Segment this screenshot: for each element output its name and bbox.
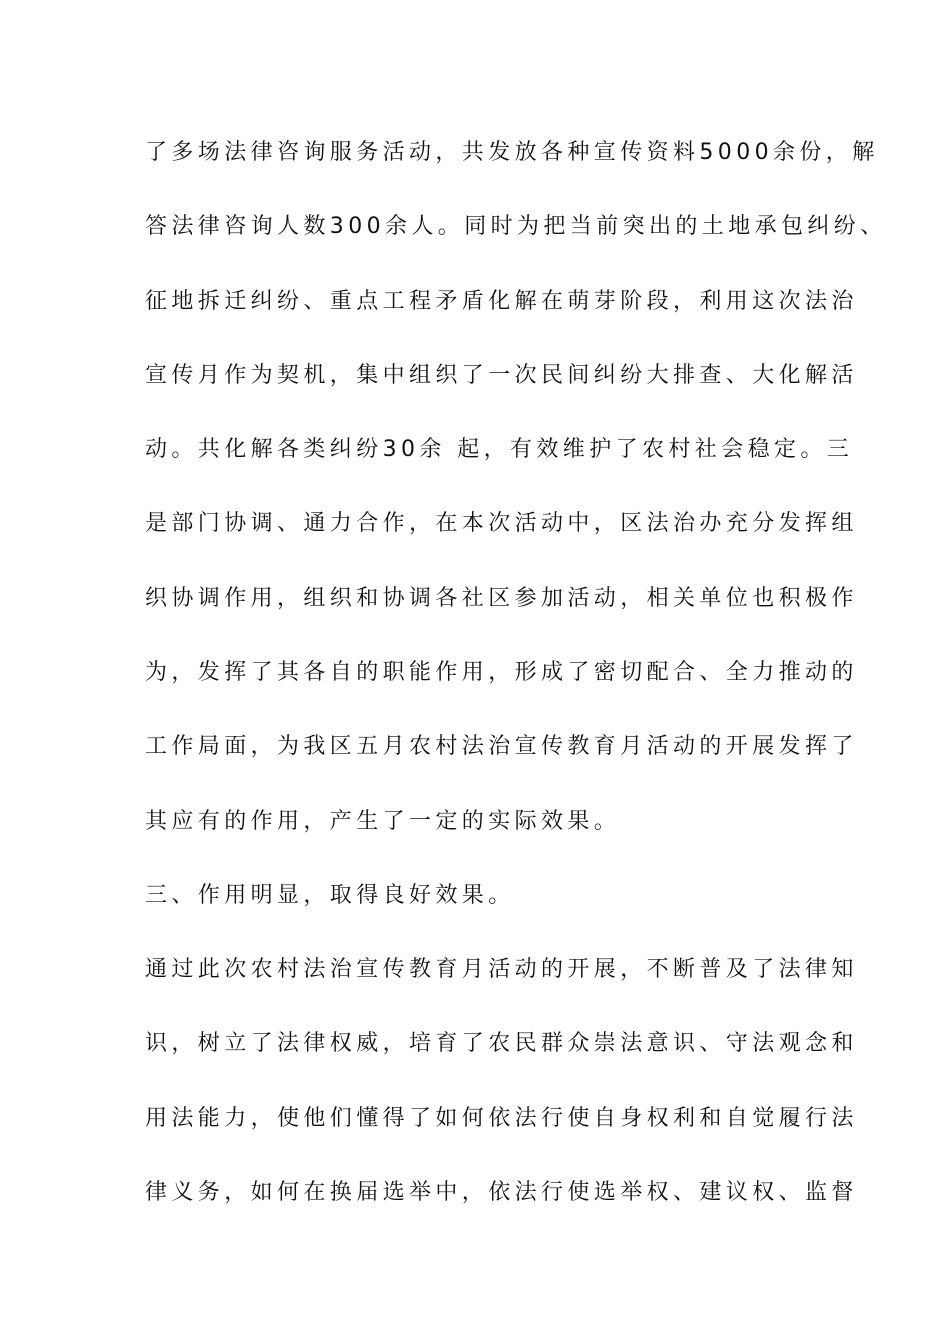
text-line: 识，树立了法律权威，培育了农民群众崇法意识、守法观念和 [145,1031,858,1056]
text-line: 征地拆迁纠纷、重点工程矛盾化解在萌芽阶段，利用这次法治 [145,289,858,314]
section-heading: 三、作用明显，取得良好效果。 [145,883,515,908]
text-line: 了多场法律咨询服务活动，共发放各种宣传资料5000余份，解 [145,140,879,165]
text-line: 是部门协调、通力合作，在本次活动中，区法治办充分发挥组 [145,511,858,536]
text-line: 为，发挥了其各自的职能作用，形成了密切配合、全力推动的 [145,660,858,685]
text-line: 用法能力，使他们懂得了如何依法行使自身权利和自觉履行法 [145,1106,858,1131]
text-line: 通过此次农村法治宣传教育月活动的开展，不断普及了法律知 [145,957,858,982]
text-line: 律义务，如何在换届选举中，依法行使选举权、建议权、监督 [145,1180,858,1205]
text-line: 其应有的作用，产生了一定的实际效果。 [145,809,621,834]
text-line: 织协调作用，组织和协调各社区参加活动，相关单位也积极作 [145,586,858,611]
text-line: 宣传月作为契机，集中组织了一次民间纠纷大排查、大化解活 [145,363,858,388]
text-line: 工作局面，为我区五月农村法治宣传教育月活动的开展发挥了 [145,734,858,759]
text-line: 答法律咨询人数300余人。同时为把当前突出的土地承包纠纷、 [145,214,887,239]
text-line: 动。共化解各类纠纷30余 起，有效维护了农村社会稳定。三 [145,437,854,462]
